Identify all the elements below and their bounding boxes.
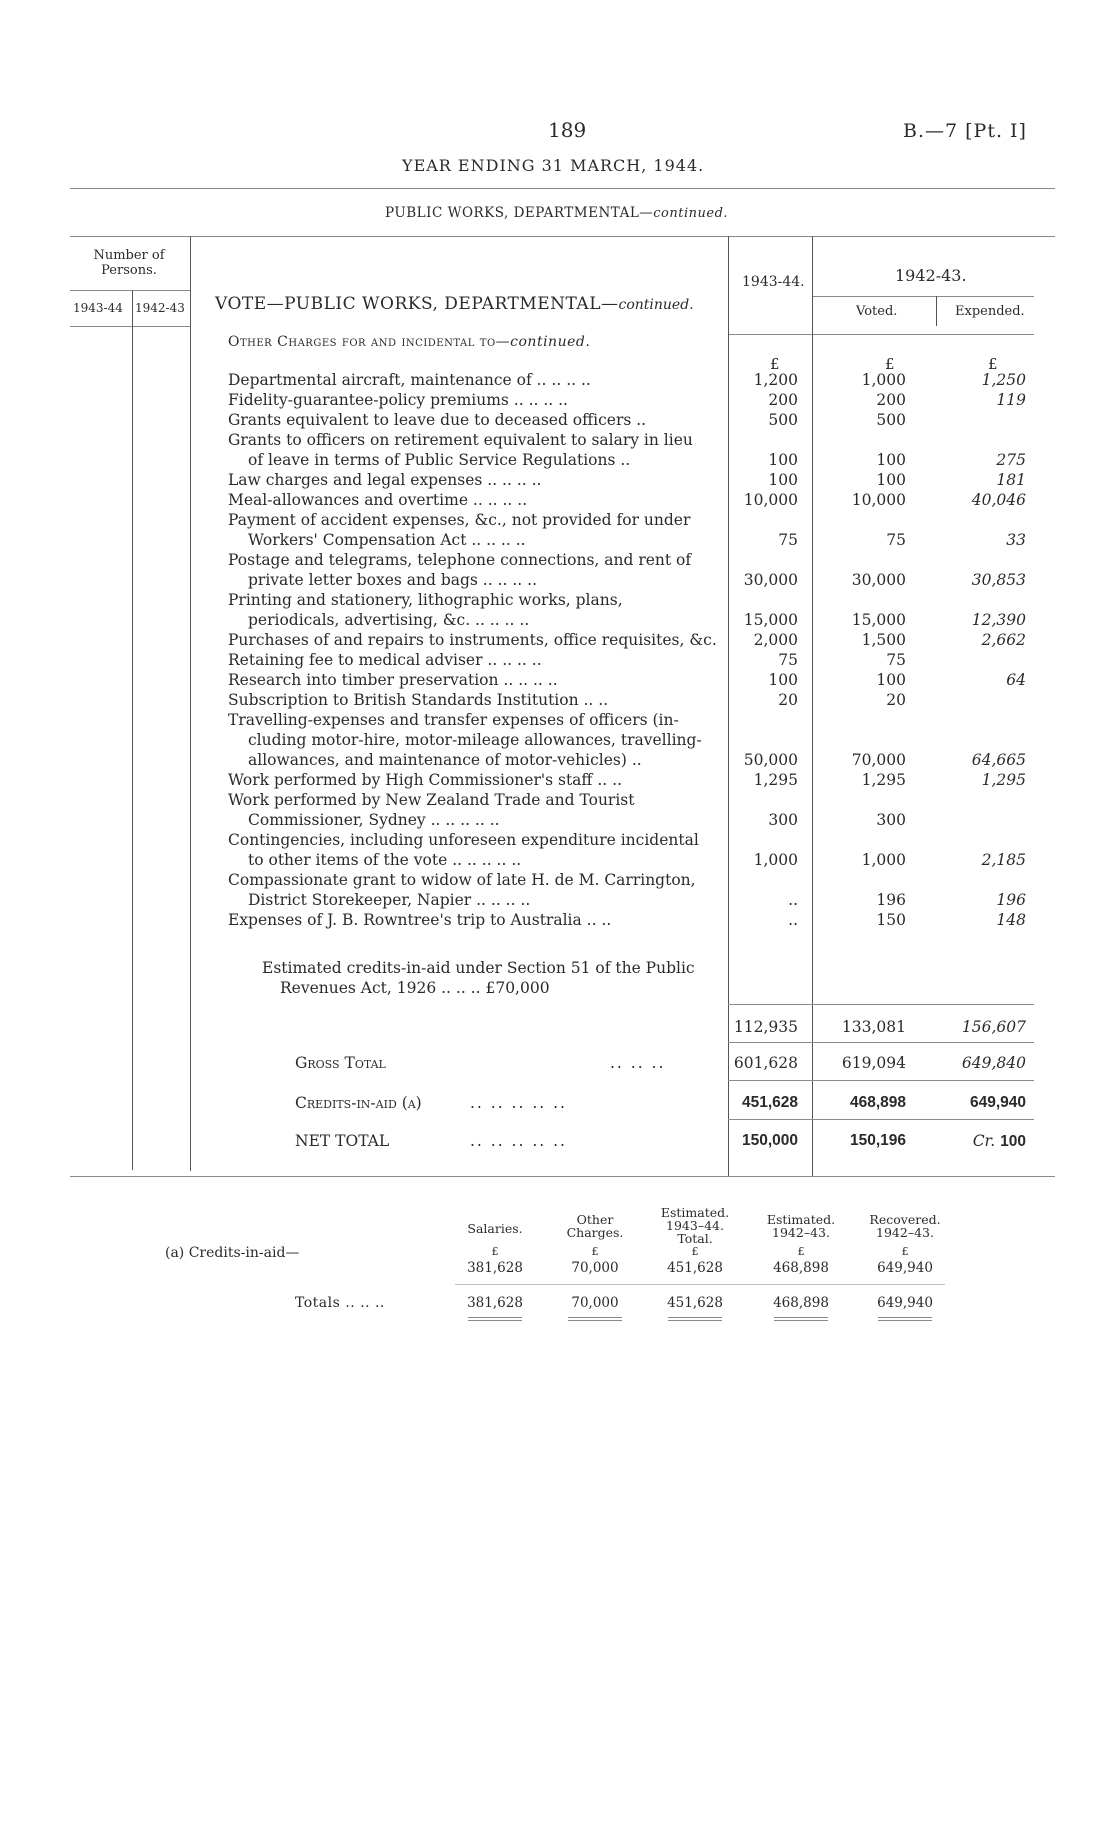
item-description: Travelling-expenses and transfer expenses of officers (in-	[228, 711, 679, 729]
currency-symbol: £	[988, 355, 998, 373]
gross-total-label: Gross Total	[295, 1054, 386, 1072]
credits-in-aid-label: Credits-in-aid (a)	[295, 1094, 422, 1112]
item-estimate: 100	[768, 451, 798, 469]
item-estimate: 2,000	[753, 631, 798, 649]
fn-currency: £	[901, 1245, 909, 1258]
credits-in-aid-voted: 468,898	[849, 1094, 906, 1111]
rule	[70, 188, 1055, 189]
subtotal-expended: 156,607	[961, 1018, 1026, 1036]
item-description: Work performed by New Zealand Trade and Tourist	[228, 791, 635, 809]
item-expended: 2,662	[981, 631, 1026, 649]
item-voted: 196	[876, 891, 906, 909]
double-rule	[878, 1317, 932, 1318]
item-estimate: 300	[768, 811, 798, 829]
item-description: allowances, and maintenance of motor-vehicles) ..	[248, 751, 642, 769]
item-estimate: ..	[788, 911, 798, 929]
fn-currency: £	[591, 1245, 599, 1258]
item-row	[0, 590, 1114, 610]
year-line: YEAR ENDING 31 MARCH, 1944.	[402, 156, 705, 175]
group-1942-43-header: 1942-43.	[895, 266, 967, 285]
item-description: District Storekeeper, Napier .. .. .. ..	[248, 891, 531, 909]
item-estimate: 1,000	[753, 851, 798, 869]
item-row	[0, 610, 1114, 630]
item-estimate: 20	[778, 691, 798, 709]
item-row	[0, 410, 1114, 430]
double-rule	[468, 1317, 522, 1318]
item-voted: 300	[876, 811, 906, 829]
item-expended: 119	[996, 391, 1026, 409]
credits-in-aid-expended: 649,940	[969, 1094, 1026, 1111]
leader-dots: .. .. .. .. ..	[470, 1132, 567, 1150]
rule	[70, 326, 190, 327]
item-voted: 100	[876, 471, 906, 489]
item-expended: 1,250	[981, 371, 1026, 389]
item-voted: 75	[886, 651, 906, 669]
estimate-1943-44-header: 1943-44.	[742, 274, 805, 290]
item-voted: 1,000	[861, 371, 906, 389]
gross-total-voted: 619,094	[841, 1054, 906, 1072]
net-total-estimate: 150,000	[741, 1132, 798, 1149]
item-voted: 1,000	[861, 851, 906, 869]
item-description: Subscription to British Standards Institution .. ..	[228, 691, 609, 709]
double-rule	[468, 1320, 522, 1321]
item-expended: 64,665	[971, 751, 1026, 769]
item-expended: 40,046	[971, 491, 1026, 509]
credits-in-aid-row	[0, 1093, 1114, 1113]
item-estimate: 100	[768, 471, 798, 489]
credits-note-line: Estimated credits-in-aid under Section 51 of the Public	[262, 959, 695, 977]
item-expended: 181	[996, 471, 1026, 489]
fn-value-est-1942: 468,898	[773, 1260, 829, 1276]
rule	[728, 1119, 1034, 1120]
item-description: Grants equivalent to leave due to deceased officers ..	[228, 411, 647, 429]
item-voted: 30,000	[851, 571, 906, 589]
item-description: Payment of accident expenses, &c., not provided for under	[228, 511, 691, 529]
item-row	[0, 770, 1114, 790]
item-description: Law charges and legal expenses .. .. .. ..	[228, 471, 542, 489]
item-estimate: 500	[768, 411, 798, 429]
fn-value-recovered: 649,940	[877, 1260, 933, 1276]
credits-in-aid-estimate: 451,628	[741, 1094, 798, 1111]
net-total-label: NET TOTAL	[295, 1132, 390, 1150]
fn-currency: £	[797, 1245, 805, 1258]
subtotal-voted: 133,081	[841, 1018, 906, 1036]
year-col-1942: 1942-43	[135, 301, 185, 315]
item-row	[0, 630, 1114, 650]
item-row	[0, 790, 1114, 810]
item-expended: 148	[996, 911, 1026, 929]
item-row	[0, 870, 1114, 890]
item-description: periodicals, advertising, &c. .. .. .. ..	[248, 611, 530, 629]
item-voted: 150	[876, 911, 906, 929]
item-estimate: 50,000	[743, 751, 798, 769]
item-description: Meal-allowances and overtime .. .. .. ..	[228, 491, 528, 509]
document-reference: B.—7 [Pt. I]	[903, 120, 1027, 142]
page-number: 189	[548, 118, 587, 142]
leader-dots: .. .. ..	[610, 1054, 666, 1072]
double-rule	[668, 1317, 722, 1318]
fn-currency: £	[691, 1245, 699, 1258]
item-row	[0, 490, 1114, 510]
item-row	[0, 710, 1114, 730]
year-col-1943: 1943-44	[73, 301, 123, 315]
item-row	[0, 570, 1114, 590]
item-description: private letter boxes and bags .. .. .. ..	[248, 571, 537, 589]
item-description: Commissioner, Sydney .. .. .. .. ..	[248, 811, 500, 829]
fn-value-est-1943: 451,628	[667, 1260, 723, 1276]
item-row	[0, 750, 1114, 770]
item-description: Fidelity-guarantee-policy premiums .. .. .. ..	[228, 391, 568, 409]
column-divider	[936, 296, 937, 326]
item-voted: 1,500	[861, 631, 906, 649]
item-expended: 33	[1006, 531, 1026, 549]
subtotal-row	[0, 1017, 1114, 1037]
section-title: PUBLIC WORKS, DEPARTMENTAL—continued.	[385, 205, 729, 221]
fn-currency: £	[491, 1245, 499, 1258]
fn-value-salaries: 381,628	[467, 1260, 523, 1276]
footnote-label: (a) Credits-in-aid—	[165, 1245, 300, 1261]
fn-total-recovered: 649,940	[877, 1295, 933, 1311]
item-estimate: 15,000	[743, 611, 798, 629]
rule	[455, 1284, 945, 1285]
item-expended: 275	[996, 451, 1026, 469]
double-rule	[668, 1320, 722, 1321]
gross-total-expended: 649,840	[961, 1054, 1026, 1072]
fn-total-salaries: 381,628	[467, 1295, 523, 1311]
item-row	[0, 370, 1114, 390]
rule	[728, 1004, 1034, 1005]
fn-header-recovered: Recovered. 1942–43.	[869, 1212, 941, 1240]
item-description: cluding motor-hire, motor-mileage allowances, travelling-	[248, 731, 702, 749]
fn-header-salaries: Salaries.	[467, 1221, 523, 1236]
item-description: Grants to officers on retirement equivalent to salary in lieu	[228, 431, 693, 449]
item-voted: 15,000	[851, 611, 906, 629]
item-estimate: 1,295	[753, 771, 798, 789]
fn-header-est-1942: Estimated. 1942–43.	[766, 1212, 836, 1240]
rule	[812, 296, 1034, 297]
item-estimate: 75	[778, 651, 798, 669]
item-voted: 10,000	[851, 491, 906, 509]
item-row	[0, 890, 1114, 910]
rule	[728, 1080, 1034, 1081]
item-description: Retaining fee to medical adviser .. .. .. ..	[228, 651, 542, 669]
item-description: Research into timber preservation .. .. .. ..	[228, 671, 558, 689]
item-description: of leave in terms of Public Service Regulations ..	[248, 451, 631, 469]
item-expended: 12,390	[971, 611, 1026, 629]
net-total-voted: 150,196	[849, 1132, 906, 1149]
item-description: Workers' Compensation Act .. .. .. ..	[248, 531, 526, 549]
item-row	[0, 650, 1114, 670]
net-total-expended: Cr. 100	[972, 1132, 1026, 1150]
item-voted: 100	[876, 451, 906, 469]
item-estimate: 30,000	[743, 571, 798, 589]
item-expended: 2,185	[981, 851, 1026, 869]
rule	[70, 1176, 1055, 1177]
item-description: Departmental aircraft, maintenance of .. .. .. ..	[228, 371, 591, 389]
item-row	[0, 810, 1114, 830]
item-description: Compassionate grant to widow of late H. de M. Carrington,	[228, 871, 696, 889]
item-row	[0, 390, 1114, 410]
item-row	[0, 510, 1114, 530]
item-row	[0, 530, 1114, 550]
double-rule	[878, 1320, 932, 1321]
vote-title: VOTE—PUBLIC WORKS, DEPARTMENTAL—continued.	[215, 294, 694, 314]
fn-totals-label: Totals .. .. ..	[295, 1295, 385, 1311]
rule	[70, 290, 190, 291]
number-of-persons-header: Number of Persons.	[93, 248, 165, 278]
item-voted: 500	[876, 411, 906, 429]
fn-total-est-1942: 468,898	[773, 1295, 829, 1311]
item-voted: 200	[876, 391, 906, 409]
net-total-row	[0, 1131, 1114, 1151]
fn-header-est-1943: Estimated. 1943–44. Total.	[660, 1205, 730, 1246]
fn-value-other: 70,000	[571, 1260, 619, 1276]
gross-total-row	[0, 1053, 1114, 1073]
fn-total-other: 70,000	[571, 1295, 619, 1311]
item-expended: 30,853	[971, 571, 1026, 589]
item-estimate: 100	[768, 671, 798, 689]
item-description: to other items of the vote .. .. .. .. ..	[248, 851, 522, 869]
subtotal-estimate: 112,935	[733, 1018, 798, 1036]
item-row	[0, 450, 1114, 470]
item-row	[0, 670, 1114, 690]
double-rule	[774, 1320, 828, 1321]
currency-symbol: £	[885, 355, 895, 373]
item-estimate: 200	[768, 391, 798, 409]
item-description: Contingencies, including unforeseen expenditure incidental	[228, 831, 699, 849]
voted-header: Voted.	[856, 304, 898, 319]
item-estimate: 1,200	[753, 371, 798, 389]
item-description: Expenses of J. B. Rowntree's trip to Australia .. ..	[228, 911, 612, 929]
item-row	[0, 430, 1114, 450]
item-voted: 1,295	[861, 771, 906, 789]
double-rule	[568, 1317, 622, 1318]
currency-symbol: £	[770, 355, 780, 373]
item-row	[0, 690, 1114, 710]
item-row	[0, 550, 1114, 570]
item-expended: 196	[996, 891, 1026, 909]
fn-total-est-1943: 451,628	[667, 1295, 723, 1311]
rule	[70, 236, 1055, 237]
expended-header: Expended.	[955, 304, 1025, 319]
credits-note-line: Revenues Act, 1926 .. .. .. £70,000	[280, 979, 550, 997]
item-description: Work performed by High Commissioner's staff .. ..	[228, 771, 623, 789]
item-expended: 64	[1006, 671, 1026, 689]
item-row	[0, 730, 1114, 750]
double-rule	[568, 1320, 622, 1321]
item-estimate: ..	[788, 891, 798, 909]
subhead-other-charges: Other Charges for and incidental to—continued.	[228, 334, 591, 350]
item-voted: 75	[886, 531, 906, 549]
item-description: Printing and stationery, lithographic works, plans,	[228, 591, 623, 609]
item-estimate: 10,000	[743, 491, 798, 509]
item-description: Postage and telegrams, telephone connections, and rent of	[228, 551, 692, 569]
item-row	[0, 830, 1114, 850]
item-voted: 20	[886, 691, 906, 709]
item-voted: 70,000	[851, 751, 906, 769]
item-expended: 1,295	[981, 771, 1026, 789]
double-rule	[774, 1317, 828, 1318]
item-voted: 100	[876, 671, 906, 689]
item-row	[0, 850, 1114, 870]
credits-note	[262, 958, 695, 998]
item-description: Purchases of and repairs to instruments, office requisites, &c.	[228, 631, 717, 649]
rule	[728, 1042, 1034, 1043]
item-row	[0, 470, 1114, 490]
leader-dots: .. .. .. .. ..	[470, 1094, 567, 1112]
rule	[728, 334, 1034, 335]
fn-header-other: Other Charges.	[566, 1212, 624, 1240]
item-row	[0, 910, 1114, 930]
item-estimate: 75	[778, 531, 798, 549]
gross-total-estimate: 601,628	[733, 1054, 798, 1072]
